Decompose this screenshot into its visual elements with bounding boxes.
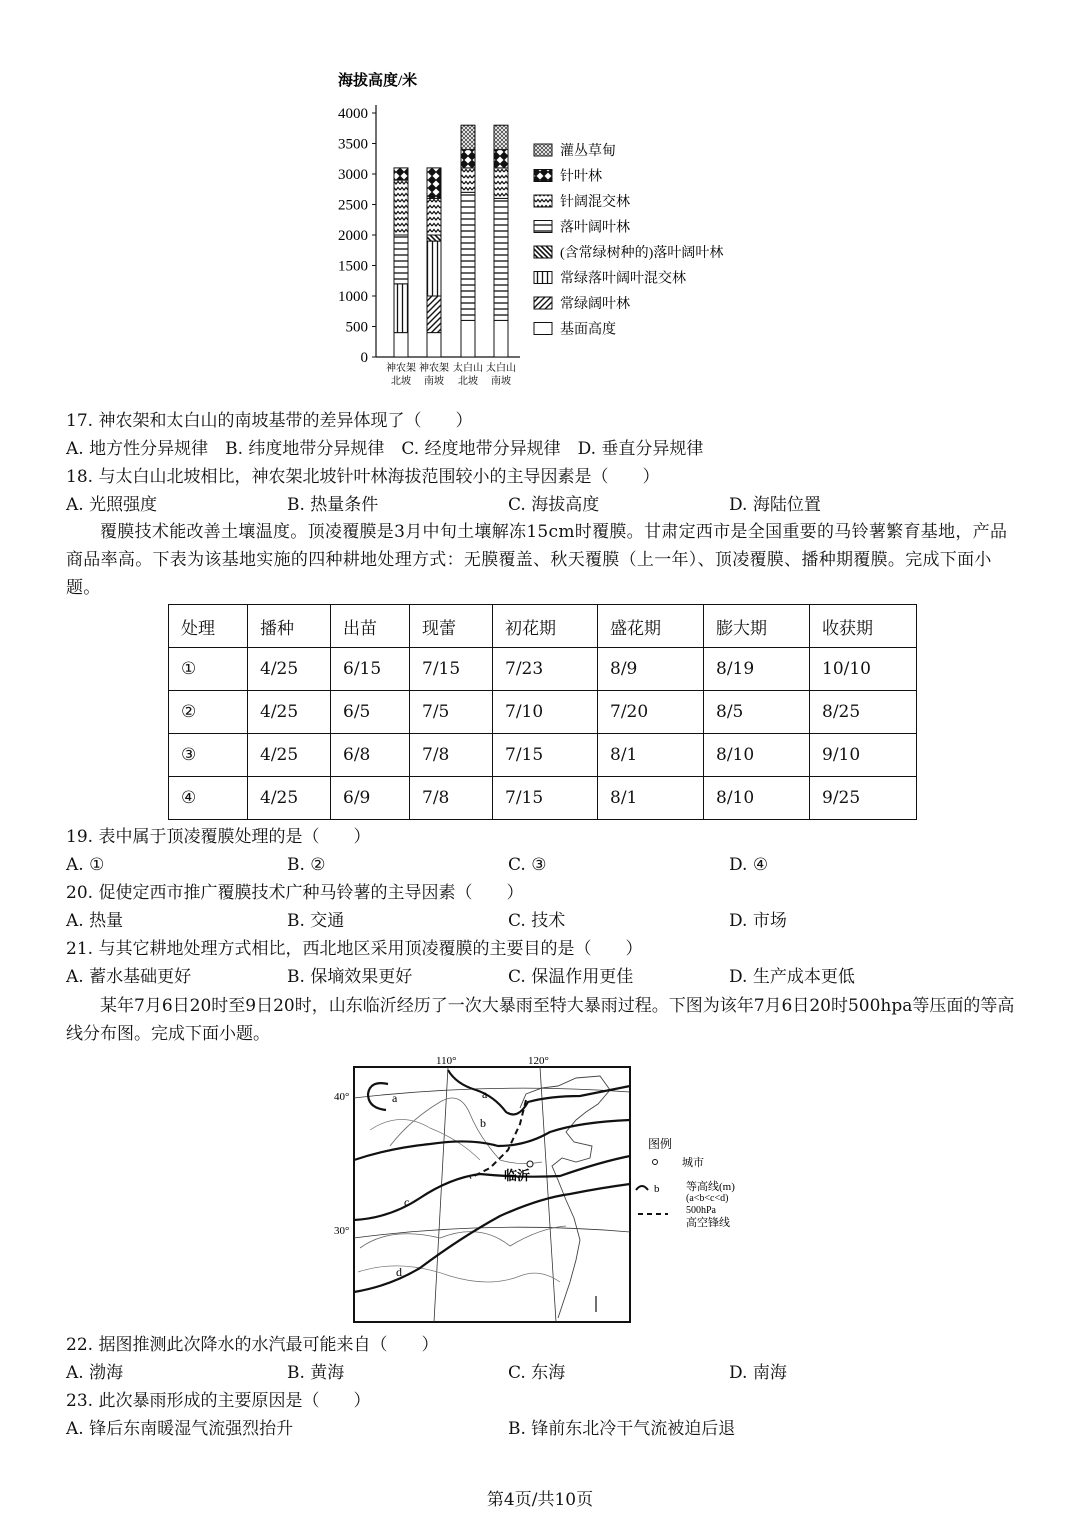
q19-option-d: D. ④ [729, 855, 769, 875]
x-category-label: 南坡 [424, 376, 444, 387]
q19-option-c: C. ③ [508, 855, 547, 875]
passage-film-mulching: 覆膜技术能改善土壤温度。顶凌覆膜是3月中旬土壤解冻15cm时覆膜。甘肃定西市是全国重要的马铃薯繁育基地，产品商品率高。下表为该基地实施的四种耕地处理方式：无膜覆盖、秋天覆膜（上一年）、顶凌覆膜、播种期覆膜。完成下面小题。 [66, 522, 1008, 598]
bar-segment [394, 235, 408, 284]
y-tick-label: 0 [360, 350, 368, 366]
bar-segment [494, 168, 508, 199]
q18-option-b: B. 热量条件 [287, 495, 379, 515]
y-tick-label: 2000 [338, 228, 368, 244]
table-cell: 4/25 [248, 691, 331, 734]
table-cell: 4/25 [248, 734, 331, 777]
q17-options: A. 地方性分异规律 B. 纬度地带分异规律 C. 经度地带分异规律 D. 垂直分异规律 [66, 439, 704, 459]
table-cell: 6/8 [331, 734, 410, 777]
table-cell: 4/25 [248, 648, 331, 691]
bar-segment [427, 198, 441, 235]
bars-group [394, 125, 508, 357]
x-category-label: 太白山 [486, 363, 516, 374]
legend-label: 常绿阔叶林 [560, 297, 630, 312]
contour-label-a-low: a [392, 1091, 398, 1105]
table-header-cell: 收获期 [810, 605, 917, 648]
map-legend-city: 城市 [682, 1157, 704, 1169]
table-row [169, 648, 917, 691]
map-lon-120: 120° [528, 1055, 549, 1067]
table-row [169, 734, 917, 777]
q18-option-d: D. 海陆位置 [729, 495, 821, 515]
legend-swatch [534, 144, 552, 156]
table-cell: 7/15 [493, 734, 598, 777]
x-category-label: 太白山 [453, 363, 483, 374]
legend-swatch [534, 170, 552, 182]
q21-option-d: D. 生产成本更低 [729, 967, 855, 987]
legend-swatch [534, 195, 552, 207]
legend-swatch [534, 272, 552, 284]
y-tick-label: 3500 [338, 136, 368, 153]
map-legend-contour-letter: b [654, 1183, 660, 1195]
bar-segment [494, 125, 508, 149]
table-cell: ④ [169, 777, 248, 820]
table-header-cell: 播种 [248, 605, 331, 648]
legend-swatch [534, 297, 552, 309]
q19-option-a: A. ① [66, 855, 105, 875]
bar-segment [461, 168, 475, 192]
q23-stem: 23. 此次暴雨形成的主要原因是（ ） [66, 1391, 371, 1411]
contour-label-b: b [480, 1116, 486, 1130]
legend-label: 常绿落叶阔叶混交林 [560, 271, 686, 287]
bar-segment [427, 333, 441, 357]
table-cell: ② [169, 691, 248, 734]
x-categories [386, 361, 516, 387]
city-marker-linyi [527, 1161, 533, 1167]
table-header-cell: 出苗 [331, 605, 410, 648]
contour-label-c: c [404, 1195, 410, 1209]
table-cell: 7/23 [493, 648, 598, 691]
contour-label-a: a [482, 1087, 488, 1101]
table-cell: 8/25 [810, 691, 917, 734]
y-tick-label: 1000 [338, 289, 368, 305]
table-cell: 7/15 [410, 648, 493, 691]
table-cell: 7/8 [410, 734, 493, 777]
table-header-cell: 现蕾 [410, 605, 493, 648]
bar-segment [461, 150, 475, 168]
q20-stem: 20. 促使定西市推广覆膜技术广种马铃薯的主导因素（ ） [66, 883, 524, 903]
table-row [169, 691, 917, 734]
table-cell: 10/10 [810, 648, 917, 691]
x-category-label: 神农架 [419, 363, 449, 374]
table-header-cell: 处理 [169, 605, 248, 648]
table-cell: 4/25 [248, 777, 331, 820]
bar-segment [394, 333, 408, 357]
bar-segment [427, 168, 441, 199]
table-cell: 6/15 [331, 648, 410, 691]
legend-swatch [534, 323, 552, 335]
map-legend-front-2: 高空锋线 [686, 1217, 730, 1229]
table-cell: 7/8 [410, 777, 493, 820]
q20-option-d: D. 市场 [729, 911, 787, 931]
q21-option-a: A. 蓄水基础更好 [66, 967, 192, 987]
table-cell: 8/10 [704, 777, 810, 820]
table-cell: 6/5 [331, 691, 410, 734]
y-tick-label: 500 [345, 319, 368, 336]
q23-option-a: A. 锋后东南暖湿气流强烈抬升 [66, 1419, 294, 1439]
bar-segment [427, 296, 441, 333]
q22-option-c: C. 东海 [508, 1363, 566, 1383]
legend-swatch [534, 246, 552, 258]
table-header-cell: 膨大期 [704, 605, 810, 648]
bar-segment [427, 241, 441, 296]
table-cell: 6/9 [331, 777, 410, 820]
table-cell: ③ [169, 734, 248, 777]
contour-map [330, 1050, 770, 1330]
x-category-label: 南坡 [491, 376, 511, 387]
bar-segment [394, 180, 408, 235]
treatment-table [168, 604, 917, 820]
table-cell: 8/1 [598, 777, 704, 820]
table-cell: 7/5 [410, 691, 493, 734]
legend-label: 针叶林 [560, 169, 602, 185]
map-lat-30: 30° [334, 1225, 350, 1237]
map-legend-city-symbol [653, 1160, 658, 1165]
q19-option-b: B. ② [287, 855, 326, 875]
vegetation-zone-chart [320, 60, 760, 395]
bar-segment [461, 320, 475, 357]
legend-label: 针阔混交林 [560, 195, 630, 210]
table-cell: 8/19 [704, 648, 810, 691]
map-frame [354, 1067, 630, 1322]
map-legend-contour: 等高线(m) [686, 1181, 735, 1193]
q22-option-b: B. 黄海 [287, 1363, 345, 1383]
q18-stem: 18. 与太白山北坡相比，神农架北坡针叶林海拔范围较小的主导因素是（ ） [66, 467, 660, 487]
map-legend-contour-note: (a<b<c<d) [686, 1193, 729, 1204]
q21-option-c: C. 保温作用更佳 [508, 967, 634, 987]
x-category-label: 北坡 [391, 376, 411, 387]
legend-label: 落叶阔叶林 [560, 220, 630, 236]
city-label-linyi: 临沂 [504, 1168, 531, 1183]
table-header-cell: 初花期 [493, 605, 598, 648]
page-footer: 第4页/共10页 [486, 1490, 594, 1510]
table-cell: 8/10 [704, 734, 810, 777]
y-tick-label: 3000 [338, 167, 368, 183]
q22-stem: 22. 据图推测此次降水的水汽最可能来自（ ） [66, 1335, 439, 1355]
bar-segment [427, 235, 441, 241]
q18-option-c: C. 海拔高度 [508, 495, 600, 515]
map-lat-40: 40° [334, 1091, 350, 1103]
x-category-label: 神农架 [386, 363, 416, 374]
table-header-row [169, 605, 917, 648]
q18-option-a: A. 光照强度 [66, 495, 158, 515]
table-cell: 7/10 [493, 691, 598, 734]
q17-stem: 17. 神农架和太白山的南坡基带的差异体现了（ ） [66, 411, 473, 431]
legend-label: 灌丛草甸 [560, 144, 616, 159]
table-cell: 8/5 [704, 691, 810, 734]
table-header-cell: 盛花期 [598, 605, 704, 648]
q22-option-d: D. 南海 [729, 1363, 787, 1383]
x-category-label: 北坡 [458, 376, 478, 387]
contour-label-d: d [396, 1265, 402, 1279]
map-legend-title: 图例 [648, 1137, 673, 1151]
y-tick-label: 4000 [338, 106, 368, 122]
table-row [169, 777, 917, 820]
map-legend-front-1: 500hPa [686, 1205, 716, 1216]
table-cell: ① [169, 648, 248, 691]
y-tick-label: 1500 [338, 258, 368, 275]
chart-ylabel: 海拔高度/米 [338, 73, 418, 89]
chart-legend [534, 142, 723, 338]
q20-option-a: A. 热量 [66, 911, 124, 931]
q20-option-c: C. 技术 [508, 911, 566, 931]
legend-label: 基面高度 [560, 322, 616, 338]
table-cell: 7/15 [493, 777, 598, 820]
legend-swatch [534, 221, 552, 233]
table-cell: 8/1 [598, 734, 704, 777]
q20-option-b: B. 交通 [287, 911, 345, 931]
passage-rainstorm: 某年7月6日20时至9日20时，山东临沂经历了一次大暴雨至特大暴雨过程。下图为该年7月6日20时500hpa等压面的等高线分布图。完成下面小题。 [66, 996, 1015, 1044]
q19-stem: 19. 表中属于顶凌覆膜处理的是（ ） [66, 827, 371, 847]
table-cell: 7/20 [598, 691, 704, 734]
q21-stem: 21. 与其它耕地处理方式相比，西北地区采用顶凌覆膜的主要目的是（ ） [66, 939, 643, 959]
q23-option-b: B. 锋前东北冷干气流被迫后退 [508, 1419, 736, 1439]
bar-segment [494, 320, 508, 357]
bar-segment [494, 198, 508, 320]
table-cell: 8/9 [598, 648, 704, 691]
q21-option-b: B. 保墒效果更好 [287, 967, 413, 987]
bar-segment [461, 125, 475, 149]
q22-option-a: A. 渤海 [66, 1363, 124, 1383]
bar-segment [394, 168, 408, 180]
bar-segment [494, 150, 508, 168]
legend-label: (含常绿树种的)落叶阔叶林 [560, 246, 724, 261]
map-legend-contour-symbol [636, 1186, 648, 1190]
y-tick-label: 2500 [338, 197, 368, 214]
table-cell: 9/25 [810, 777, 917, 820]
map-lon-110: 110° [436, 1055, 457, 1067]
table-cell: 9/10 [810, 734, 917, 777]
bar-segment [461, 192, 475, 320]
bar-segment [394, 284, 408, 333]
